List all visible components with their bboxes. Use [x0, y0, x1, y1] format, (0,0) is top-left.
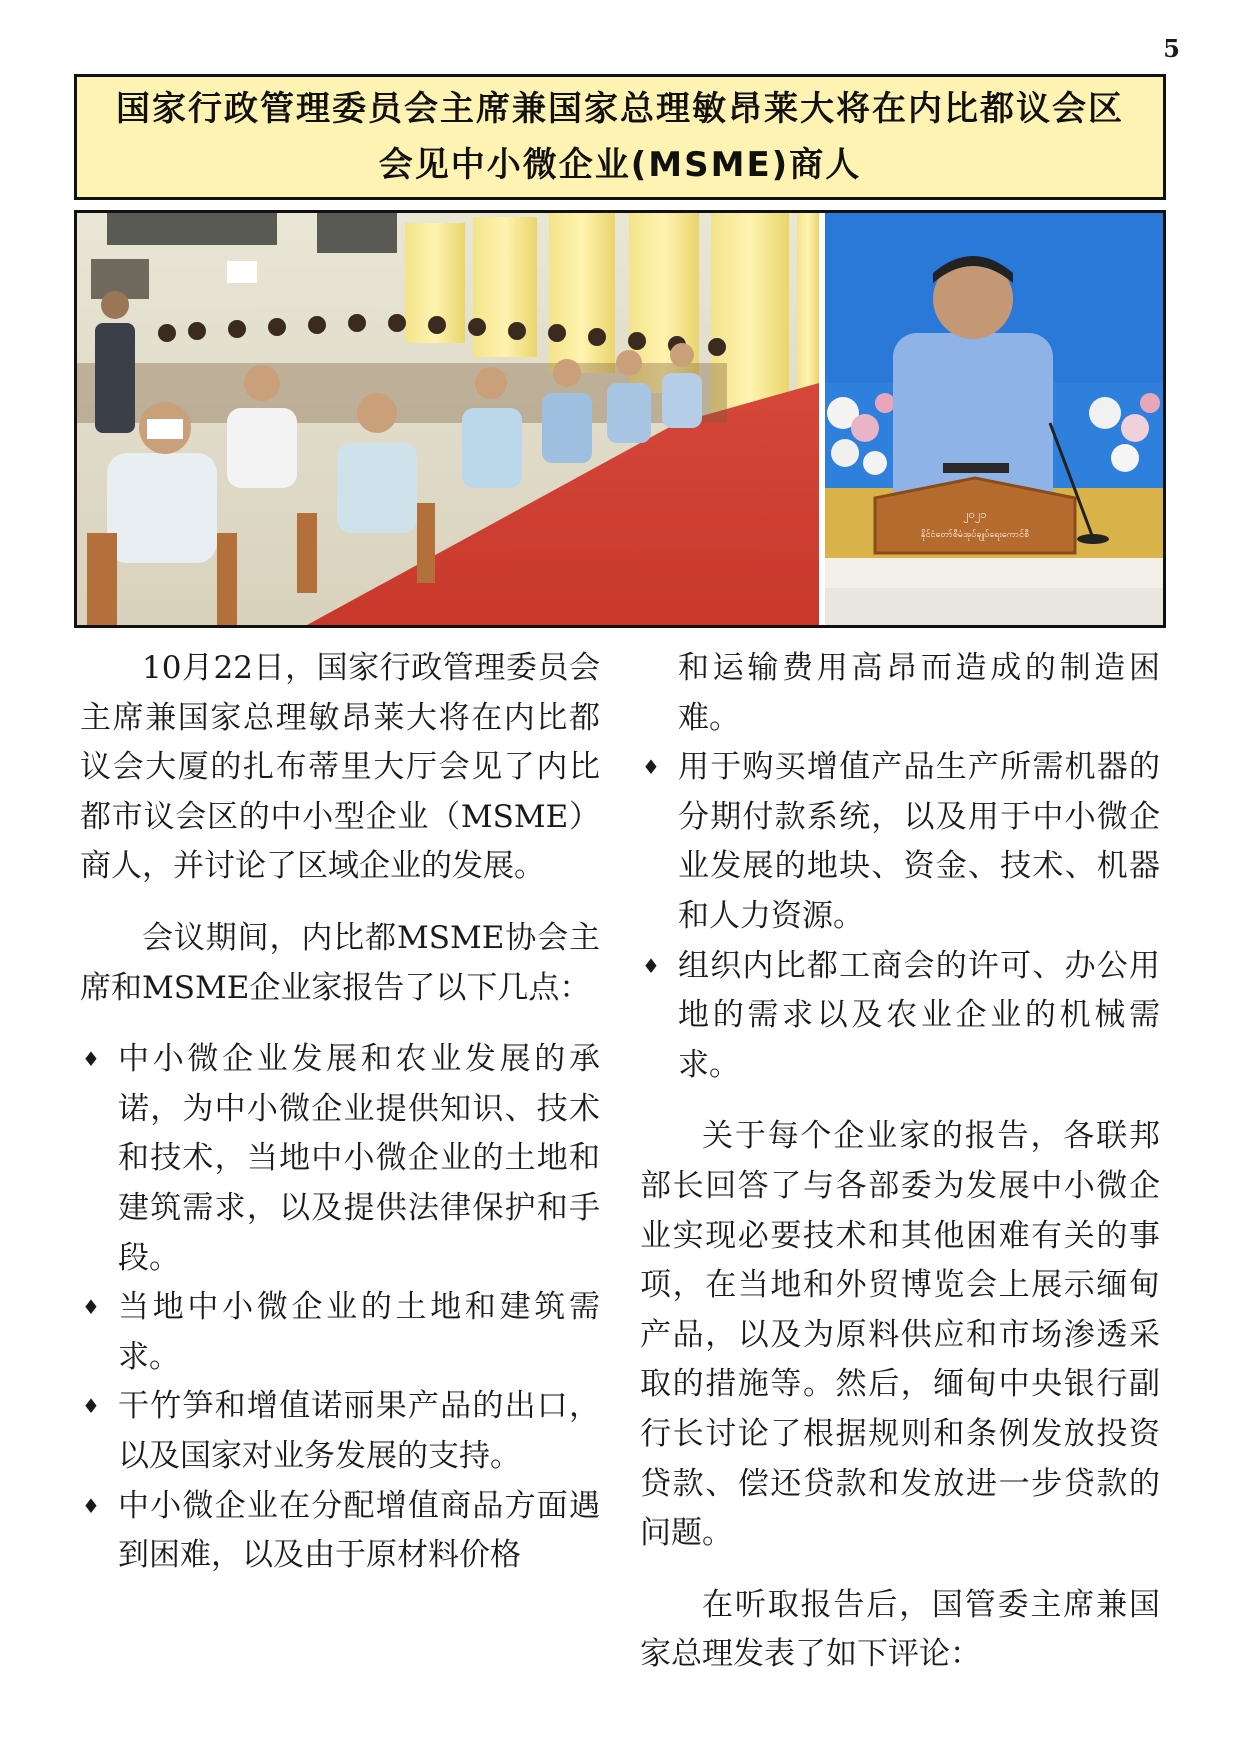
svg-text:နိုင်ငံတော်စီမံအုပ်ချုပ်ရေးကော: နိုင်ငံတော်စီမံအုပ်ချုပ်ရေးကောင်စီ [920, 530, 1030, 540]
article-column-left [80, 644, 600, 1581]
article-column-right [640, 644, 1160, 1702]
headline-box [74, 74, 1166, 200]
bullet-icon: ♦ [82, 1493, 100, 1518]
speaker-photo-svg [825, 213, 1163, 625]
audience-photo-svg [77, 213, 819, 625]
bullet-icon: ♦ [642, 755, 660, 780]
headline-line-1: 国家行政管理委员会主席兼国家总理敏昂莱大将在内比都议会区 [116, 89, 1124, 129]
bullet-icon: ♦ [82, 1394, 100, 1419]
bullet-icon: ♦ [82, 1047, 100, 1072]
audience-photo [77, 213, 819, 625]
bullet-item [80, 1035, 600, 1283]
photo-frame [74, 210, 1166, 628]
bullet-continuation [640, 644, 1160, 743]
bullet-text: 当地中小微企业的土地和建筑需求。 [118, 1289, 600, 1375]
article-paragraph-3: 关于每个企业家的报告，各联邦部长回答了与各部委为发展中小微企业实现必要技术和其他困难有关的事项，在当地和外贸博览会上展示缅甸产品，以及为原料供应和市场渗透采取的措施等。然后，缅甸中央银行副行长讨论了根据规则和条例发放投资贷款、偿还贷款和发放进一步贷款的问题。 [640, 1118, 1160, 1552]
svg-text:၂၀၂၁: ၂၀၂၁ [963, 508, 987, 521]
bullet-icon: ♦ [642, 953, 660, 978]
bullet-text: 中小微企业在分配增值商品方面遇到困难，以及由于原材料价格 [118, 1487, 600, 1574]
bullet-item [640, 942, 1160, 1091]
article-paragraph-4: 在听取报告后，国管委主席兼国家总理发表了如下评论： [640, 1586, 1160, 1673]
bullet-text: 用于购买增值产品生产所需机器的分期付款系统，以及用于中小微企业发展的地块、资金、技术、机器和人力资源。 [678, 749, 1160, 934]
bullet-item [640, 743, 1160, 941]
bullet-item [80, 1283, 600, 1382]
bullet-item [80, 1482, 600, 1581]
speaker-photo [825, 213, 1163, 625]
bullet-icon: ♦ [82, 1295, 100, 1320]
bullet-text: 中小微企业发展和农业发展的承诺，为中小微企业提供知识、技术和技术，当地中小微企业的土地和建筑需求，以及提供法律保护和手段。 [118, 1041, 600, 1276]
bullet-item [80, 1382, 600, 1481]
article-paragraph-2: 会议期间，内比都MSME协会主席和MSME企业家报告了以下几点： [80, 919, 600, 1006]
article-paragraph-1: 10月22日，国家行政管理委员会主席兼国家总理敏昂莱大将在内比都议会大厦的扎布蒂里大厅会见了内比都市议会区的中小型企业（MSME）商人，并讨论了区域企业的发展。 [80, 650, 600, 885]
page-number: 5 [1163, 34, 1180, 63]
headline-line-2: 会见中小微企业(MSME)商人 [378, 145, 862, 185]
spacer [640, 1090, 1160, 1112]
bullet-continuation-text: 和运输费用高昂而造成的制造困难。 [678, 650, 1160, 736]
bullet-text: 干竹笋和增值诺丽果产品的出口，以及国家对业务发展的支持。 [118, 1388, 600, 1474]
bullet-text: 组织内比都工商会的许可、办公用地的需求以及农业企业的机械需求。 [678, 947, 1160, 1083]
